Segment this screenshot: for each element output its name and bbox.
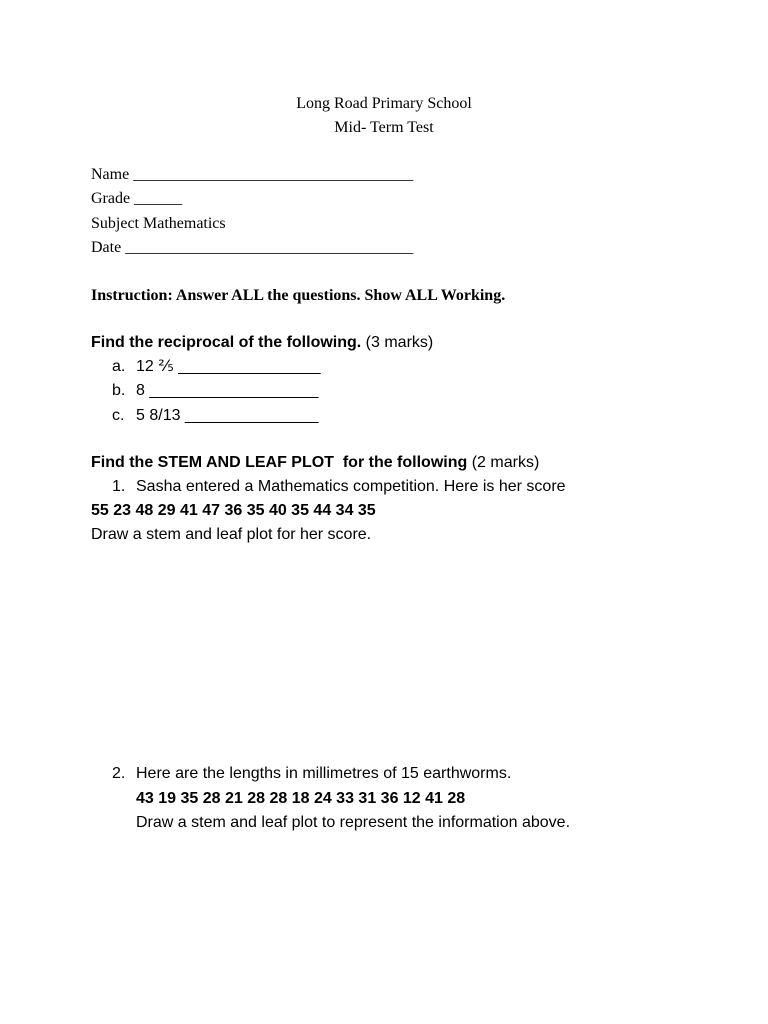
test-title: Mid- Term Test bbox=[334, 119, 434, 136]
stemleaf-marks: (2 marks) bbox=[467, 454, 540, 471]
stemleaf-heading-text: Find the STEM AND LEAF PLOT for the following bbox=[91, 454, 468, 471]
question-1 bbox=[112, 477, 566, 497]
item-marker: c. bbox=[112, 407, 125, 424]
question-text: Sasha entered a Mathematics competition. Here is her score bbox=[136, 478, 566, 495]
question-marker: 2. bbox=[112, 765, 126, 782]
reciprocal-heading-text: Find the reciprocal of the following. bbox=[91, 334, 362, 351]
reciprocal-item-c bbox=[112, 406, 318, 426]
reciprocal-heading bbox=[91, 333, 433, 353]
reciprocal-marks: (3 marks) bbox=[361, 334, 434, 351]
question-2-instruction: Draw a stem and leaf plot to represent the information above. bbox=[136, 814, 571, 831]
question-text: Here are the lengths in millimetres of 15 earthworms. bbox=[136, 765, 512, 782]
stemleaf-heading bbox=[91, 453, 539, 473]
school-name: Long Road Primary School bbox=[296, 95, 472, 112]
question-marker: 1. bbox=[112, 478, 126, 495]
instruction-text: Instruction: Answer ALL the questions. Show ALL Working. bbox=[91, 287, 506, 304]
question-2 bbox=[112, 764, 511, 784]
name-field: Name ___________________________________ bbox=[91, 166, 414, 183]
subject-field: Subject Mathematics bbox=[91, 215, 226, 232]
question-1-instruction: Draw a stem and leaf plot for her score. bbox=[91, 526, 372, 543]
grade-field: Grade ______ bbox=[91, 190, 183, 207]
date-field: Date ____________________________________ bbox=[91, 239, 414, 256]
question-2-data: 43 19 35 28 21 28 28 18 24 33 31 36 12 41 28 bbox=[136, 790, 466, 807]
item-text: 12 ⅖ ________________ bbox=[136, 358, 321, 375]
reciprocal-item-a bbox=[112, 357, 321, 377]
item-text: 8 ___________________ bbox=[136, 382, 319, 399]
item-marker: a. bbox=[112, 358, 126, 375]
reciprocal-item-b bbox=[112, 381, 318, 401]
item-marker: b. bbox=[112, 382, 126, 399]
question-1-data: 55 23 48 29 41 47 36 35 40 35 44 34 35 bbox=[91, 502, 376, 519]
item-text: 5 8/13 _______________ bbox=[136, 407, 319, 424]
